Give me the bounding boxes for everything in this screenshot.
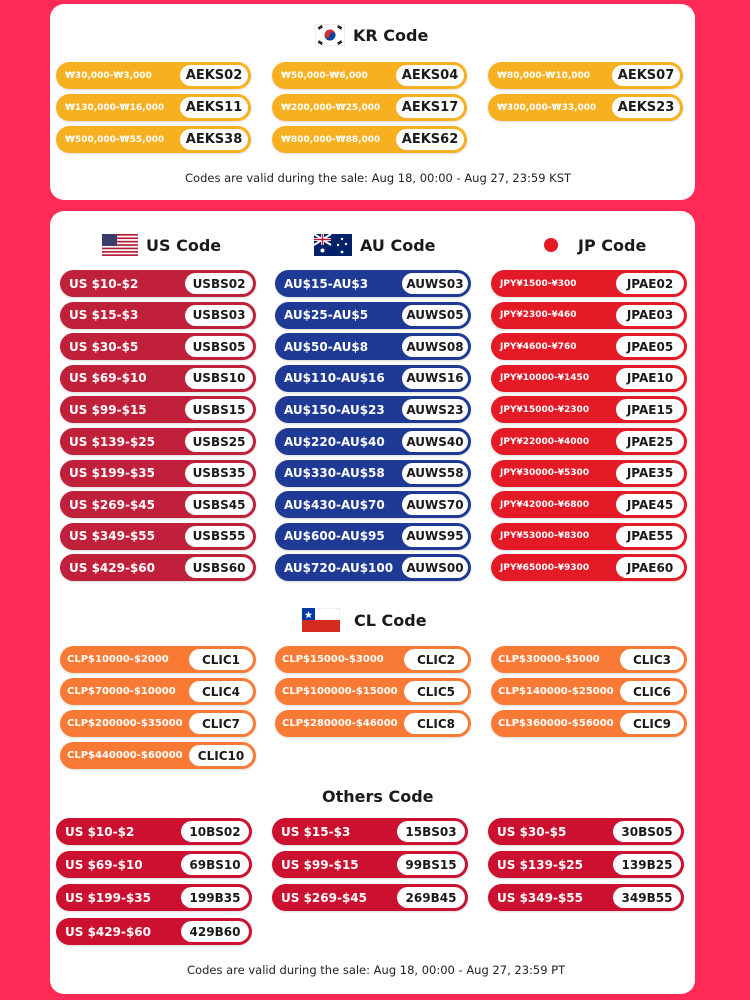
cl-coupon-pill[interactable] xyxy=(275,678,471,705)
au-coupon-range: AU$50-AU$8 xyxy=(284,339,369,354)
jp-coupon-code[interactable]: JPAE10 xyxy=(616,368,684,389)
others-coupon-range: US $15-$3 xyxy=(281,824,351,839)
jp-coupon-code[interactable]: JPAE25 xyxy=(616,431,684,452)
kr-coupon-range: ₩200,000-₩25,000 xyxy=(281,102,381,113)
jp-coupon-code[interactable]: JPAE05 xyxy=(616,336,684,357)
us-coupon-pill[interactable] xyxy=(60,396,256,423)
us-coupon-code[interactable]: USBS25 xyxy=(185,431,253,452)
jp-coupon-code[interactable]: JPAE35 xyxy=(616,463,684,484)
cl-coupon-pill[interactable] xyxy=(491,678,687,705)
others-coupon-code[interactable]: 429B60 xyxy=(181,921,249,942)
us-coupon-range: US $199-$35 xyxy=(69,466,155,481)
others-coupon-code[interactable]: 199B35 xyxy=(181,887,249,908)
others-validity-note: Codes are valid during the sale: Aug 18, 00:00 - Aug 27, 23:59 PT xyxy=(187,963,566,977)
au-coupon-range: AU$220-AU$40 xyxy=(284,434,385,449)
cl-coupon-code[interactable]: CLIC4 xyxy=(189,681,253,702)
kr-coupon-pill[interactable] xyxy=(272,126,467,153)
others-coupon-code[interactable]: 30BS05 xyxy=(613,821,681,842)
kr-coupon-code[interactable]: AEKS62 xyxy=(396,129,464,150)
au-coupon-code[interactable]: AUWS00 xyxy=(402,557,468,578)
au-coupon-range: AU$25-AU$5 xyxy=(284,308,369,323)
jp-coupon-range: JPY¥2300-¥460 xyxy=(500,310,577,321)
jp-title-text: JP Code xyxy=(578,235,647,255)
others-coupon-code[interactable]: 15BS03 xyxy=(397,821,465,842)
au-flag-icon xyxy=(314,234,352,256)
au-coupon-pill[interactable] xyxy=(275,396,471,423)
jp-coupon-code[interactable]: JPAE55 xyxy=(616,526,684,547)
kr-coupon-code[interactable]: AEKS02 xyxy=(180,65,248,86)
jp-coupon-pill[interactable] xyxy=(491,460,687,487)
cl-coupon-pill[interactable] xyxy=(275,710,471,737)
kr-coupon-pill[interactable] xyxy=(272,94,467,121)
cl-coupon-range: CLP$100000-$15000 xyxy=(282,686,398,697)
jp-coupon-pill[interactable] xyxy=(491,333,687,360)
others-coupon-pill[interactable] xyxy=(56,884,252,911)
cl-coupon-range: CLP$440000-$60000 xyxy=(67,750,183,761)
cl-coupon-code[interactable]: CLIC8 xyxy=(404,713,468,734)
us-coupon-pill[interactable] xyxy=(60,270,256,297)
us-coupon-range: US $349-$55 xyxy=(69,529,155,544)
jp-coupon-code[interactable]: JPAE15 xyxy=(616,399,684,420)
au-coupon-code[interactable]: AUWS23 xyxy=(402,399,468,420)
us-coupon-range: US $30-$5 xyxy=(69,339,139,354)
us-coupon-code[interactable]: USBS60 xyxy=(185,557,253,578)
cl-coupon-range: CLP$70000-$10000 xyxy=(67,686,176,697)
au-coupon-code[interactable]: AUWS70 xyxy=(402,494,468,515)
us-coupon-range: US $269-$45 xyxy=(69,497,155,512)
others-coupon-pill[interactable] xyxy=(272,851,468,878)
jp-section-title xyxy=(538,234,646,256)
others-coupon-range: US $10-$2 xyxy=(65,824,135,839)
others-coupon-pill[interactable] xyxy=(56,818,252,845)
jp-coupon-range: JPY¥30000-¥5300 xyxy=(500,468,590,479)
cl-section-title xyxy=(302,608,427,632)
us-coupon-code[interactable]: USBS10 xyxy=(185,368,253,389)
kr-coupon-code[interactable]: AEKS23 xyxy=(612,97,680,118)
kr-title-text: KR Code xyxy=(353,25,429,45)
au-coupon-code[interactable]: AUWS40 xyxy=(402,431,468,452)
us-coupon-code[interactable]: USBS35 xyxy=(185,463,253,484)
us-coupon-pill[interactable] xyxy=(60,428,256,455)
jp-coupon-range: JPY¥22000-¥4000 xyxy=(500,436,590,447)
kr-coupon-pill[interactable] xyxy=(56,62,251,89)
cl-coupon-code[interactable]: CLIC2 xyxy=(404,649,468,670)
us-coupon-pill[interactable] xyxy=(60,365,256,392)
jp-coupon-code[interactable]: JPAE60 xyxy=(616,557,684,578)
au-coupon-range: AU$720-AU$100 xyxy=(284,560,394,575)
cl-coupon-pill[interactable] xyxy=(60,710,256,737)
us-coupon-code[interactable]: USBS03 xyxy=(185,305,253,326)
cl-coupon-range: CLP$15000-$3000 xyxy=(282,654,384,665)
cl-coupon-range: CLP$200000-$35000 xyxy=(67,718,183,729)
au-coupon-code[interactable]: AUWS05 xyxy=(402,305,468,326)
jp-coupon-range: JPY¥4600-¥760 xyxy=(500,341,577,352)
au-coupon-pill[interactable] xyxy=(275,491,471,518)
us-section-title xyxy=(102,234,221,256)
au-coupon-pill[interactable] xyxy=(275,460,471,487)
jp-flag-icon xyxy=(538,234,564,256)
kr-coupon-code[interactable]: AEKS38 xyxy=(180,129,248,150)
jp-coupon-range: JPY¥42000-¥6800 xyxy=(500,499,590,510)
kr-coupon-pill[interactable] xyxy=(272,62,467,89)
cl-coupon-range: CLP$280000-$46000 xyxy=(282,718,398,729)
us-coupon-pill[interactable] xyxy=(60,491,256,518)
jp-coupon-pill[interactable] xyxy=(491,523,687,550)
others-section-title xyxy=(322,787,434,806)
jp-coupon-range: JPY¥15000-¥2300 xyxy=(500,404,590,415)
cl-coupon-code[interactable]: CLIC7 xyxy=(189,713,253,734)
jp-coupon-pill[interactable] xyxy=(491,302,687,329)
au-coupon-pill[interactable] xyxy=(275,428,471,455)
jp-coupon-code[interactable]: JPAE02 xyxy=(616,273,684,294)
cl-coupon-range: CLP$10000-$2000 xyxy=(67,654,169,665)
others-coupon-code[interactable]: 99BS15 xyxy=(397,854,465,875)
au-coupon-range: AU$330-AU$58 xyxy=(284,466,385,481)
others-coupon-pill[interactable] xyxy=(56,851,252,878)
jp-coupon-code[interactable]: JPAE45 xyxy=(616,494,684,515)
others-coupon-range: US $429-$60 xyxy=(65,924,151,939)
au-coupon-code[interactable]: AUWS16 xyxy=(402,368,468,389)
kr-coupon-pill[interactable] xyxy=(56,94,251,121)
au-coupon-pill[interactable] xyxy=(275,523,471,550)
cl-coupon-code[interactable]: CLIC3 xyxy=(620,649,684,670)
cl-coupon-pill[interactable] xyxy=(60,742,256,769)
au-coupon-range: AU$110-AU$16 xyxy=(284,371,385,386)
au-coupon-pill[interactable] xyxy=(275,270,471,297)
others-coupon-code[interactable]: 349B55 xyxy=(613,887,681,908)
us-coupon-pill[interactable] xyxy=(60,554,256,581)
jp-coupon-pill[interactable] xyxy=(491,491,687,518)
kr-coupon-pill[interactable] xyxy=(488,62,683,89)
cl-coupon-code[interactable]: CLIC9 xyxy=(620,713,684,734)
others-coupon-pill[interactable] xyxy=(272,884,468,911)
others-coupon-range: US $30-$5 xyxy=(497,824,567,839)
kr-coupon-range: ₩30,000-₩3,000 xyxy=(65,70,152,81)
au-coupon-code[interactable]: AUWS03 xyxy=(402,273,468,294)
kr-coupon-range: ₩80,000-₩10,000 xyxy=(497,70,591,81)
cl-coupon-range: CLP$30000-$5000 xyxy=(498,654,600,665)
us-coupon-pill[interactable] xyxy=(60,333,256,360)
au-coupon-pill[interactable] xyxy=(275,302,471,329)
cl-coupon-pill[interactable] xyxy=(60,678,256,705)
cl-coupon-code[interactable]: CLIC6 xyxy=(620,681,684,702)
us-coupon-range: US $69-$10 xyxy=(69,371,147,386)
us-coupon-range: US $99-$15 xyxy=(69,402,147,417)
others-title-text: Others Code xyxy=(322,787,434,806)
cl-title-text: CL Code xyxy=(354,610,427,630)
jp-coupon-pill[interactable] xyxy=(491,365,687,392)
cl-coupon-code[interactable]: CLIC5 xyxy=(404,681,468,702)
au-coupon-range: AU$15-AU$3 xyxy=(284,276,369,291)
jp-coupon-code[interactable]: JPAE03 xyxy=(616,305,684,326)
kr-section-title xyxy=(315,24,428,46)
jp-coupon-pill[interactable] xyxy=(491,554,687,581)
kr-coupon-code[interactable]: AEKS11 xyxy=(180,97,248,118)
au-coupon-pill[interactable] xyxy=(275,365,471,392)
kr-coupon-range: ₩800,000-₩88,000 xyxy=(281,134,381,145)
kr-flag-icon xyxy=(315,24,345,46)
us-coupon-range: US $10-$2 xyxy=(69,276,139,291)
cl-coupon-range: CLP$140000-$25000 xyxy=(498,686,614,697)
kr-coupon-pill[interactable] xyxy=(56,126,251,153)
us-coupon-code[interactable]: USBS15 xyxy=(185,399,253,420)
others-coupon-pill[interactable] xyxy=(488,884,684,911)
others-coupon-pill[interactable] xyxy=(488,851,684,878)
others-coupon-code[interactable]: 269B45 xyxy=(397,887,465,908)
cl-coupon-code[interactable]: CLIC10 xyxy=(189,745,253,766)
kr-coupon-range: ₩50,000-₩6,000 xyxy=(281,70,368,81)
au-coupon-pill[interactable] xyxy=(275,333,471,360)
us-coupon-code[interactable]: USBS55 xyxy=(185,526,253,547)
cl-coupon-pill[interactable] xyxy=(60,646,256,673)
jp-coupon-pill[interactable] xyxy=(491,270,687,297)
au-coupon-code[interactable]: AUWS58 xyxy=(402,463,468,484)
kr-code-card xyxy=(50,4,695,200)
others-coupon-code[interactable]: 139B25 xyxy=(613,854,681,875)
others-coupon-range: US $139-$25 xyxy=(497,857,583,872)
us-coupon-code[interactable]: USBS05 xyxy=(185,336,253,357)
jp-coupon-range: JPY¥53000-¥8300 xyxy=(500,531,590,542)
au-title-text: AU Code xyxy=(360,235,436,255)
us-flag-icon xyxy=(102,234,138,256)
cl-coupon-range: CLP$360000-$56000 xyxy=(498,718,614,729)
cl-coupon-pill[interactable] xyxy=(491,710,687,737)
au-coupon-range: AU$430-AU$70 xyxy=(284,497,385,512)
jp-coupon-range: JPY¥1500-¥300 xyxy=(500,278,577,289)
us-coupon-range: US $15-$3 xyxy=(69,308,139,323)
au-coupon-code[interactable]: AUWS08 xyxy=(402,336,468,357)
others-coupon-range: US $199-$35 xyxy=(65,890,151,905)
kr-coupon-code[interactable]: AEKS04 xyxy=(396,65,464,86)
global-codes-card xyxy=(50,211,695,994)
others-coupon-pill[interactable] xyxy=(56,918,252,945)
cl-coupon-code[interactable]: CLIC1 xyxy=(189,649,253,670)
au-coupon-code[interactable]: AUWS95 xyxy=(402,526,468,547)
kr-coupon-pill[interactable] xyxy=(488,94,683,121)
au-coupon-range: AU$150-AU$23 xyxy=(284,402,385,417)
us-coupon-range: US $139-$25 xyxy=(69,434,155,449)
kr-coupon-range: ₩130,000-₩16,000 xyxy=(65,102,165,113)
us-coupon-pill[interactable] xyxy=(60,460,256,487)
kr-coupon-range: ₩300,000-₩33,000 xyxy=(497,102,597,113)
kr-coupon-code[interactable]: AEKS07 xyxy=(612,65,680,86)
au-section-title xyxy=(314,234,436,256)
jp-coupon-pill[interactable] xyxy=(491,428,687,455)
cl-coupon-pill[interactable] xyxy=(491,646,687,673)
jp-coupon-pill[interactable] xyxy=(491,396,687,423)
cl-coupon-pill[interactable] xyxy=(275,646,471,673)
kr-validity-note: Codes are valid during the sale: Aug 18, 00:00 - Aug 27, 23:59 KST xyxy=(185,171,572,185)
au-coupon-range: AU$600-AU$95 xyxy=(284,529,385,544)
cl-flag-icon xyxy=(302,608,340,632)
au-coupon-pill[interactable] xyxy=(275,554,471,581)
us-coupon-pill[interactable] xyxy=(60,302,256,329)
others-coupon-range: US $349-$55 xyxy=(497,890,583,905)
others-coupon-range: US $69-$10 xyxy=(65,857,143,872)
jp-coupon-range: JPY¥10000-¥1450 xyxy=(500,373,590,384)
others-coupon-code[interactable]: 10BS02 xyxy=(181,821,249,842)
others-coupon-pill[interactable] xyxy=(272,818,468,845)
us-coupon-code[interactable]: USBS02 xyxy=(185,273,253,294)
us-coupon-range: US $429-$60 xyxy=(69,560,155,575)
us-coupon-pill[interactable] xyxy=(60,523,256,550)
others-coupon-pill[interactable] xyxy=(488,818,684,845)
jp-coupon-range: JPY¥65000-¥9300 xyxy=(500,562,590,573)
us-title-text: US Code xyxy=(146,235,222,255)
us-coupon-code[interactable]: USBS45 xyxy=(185,494,253,515)
kr-coupon-code[interactable]: AEKS17 xyxy=(396,97,464,118)
others-coupon-code[interactable]: 69BS10 xyxy=(181,854,249,875)
kr-coupon-range: ₩500,000-₩55,000 xyxy=(65,134,165,145)
others-coupon-range: US $269-$45 xyxy=(281,890,367,905)
others-coupon-range: US $99-$15 xyxy=(281,857,359,872)
